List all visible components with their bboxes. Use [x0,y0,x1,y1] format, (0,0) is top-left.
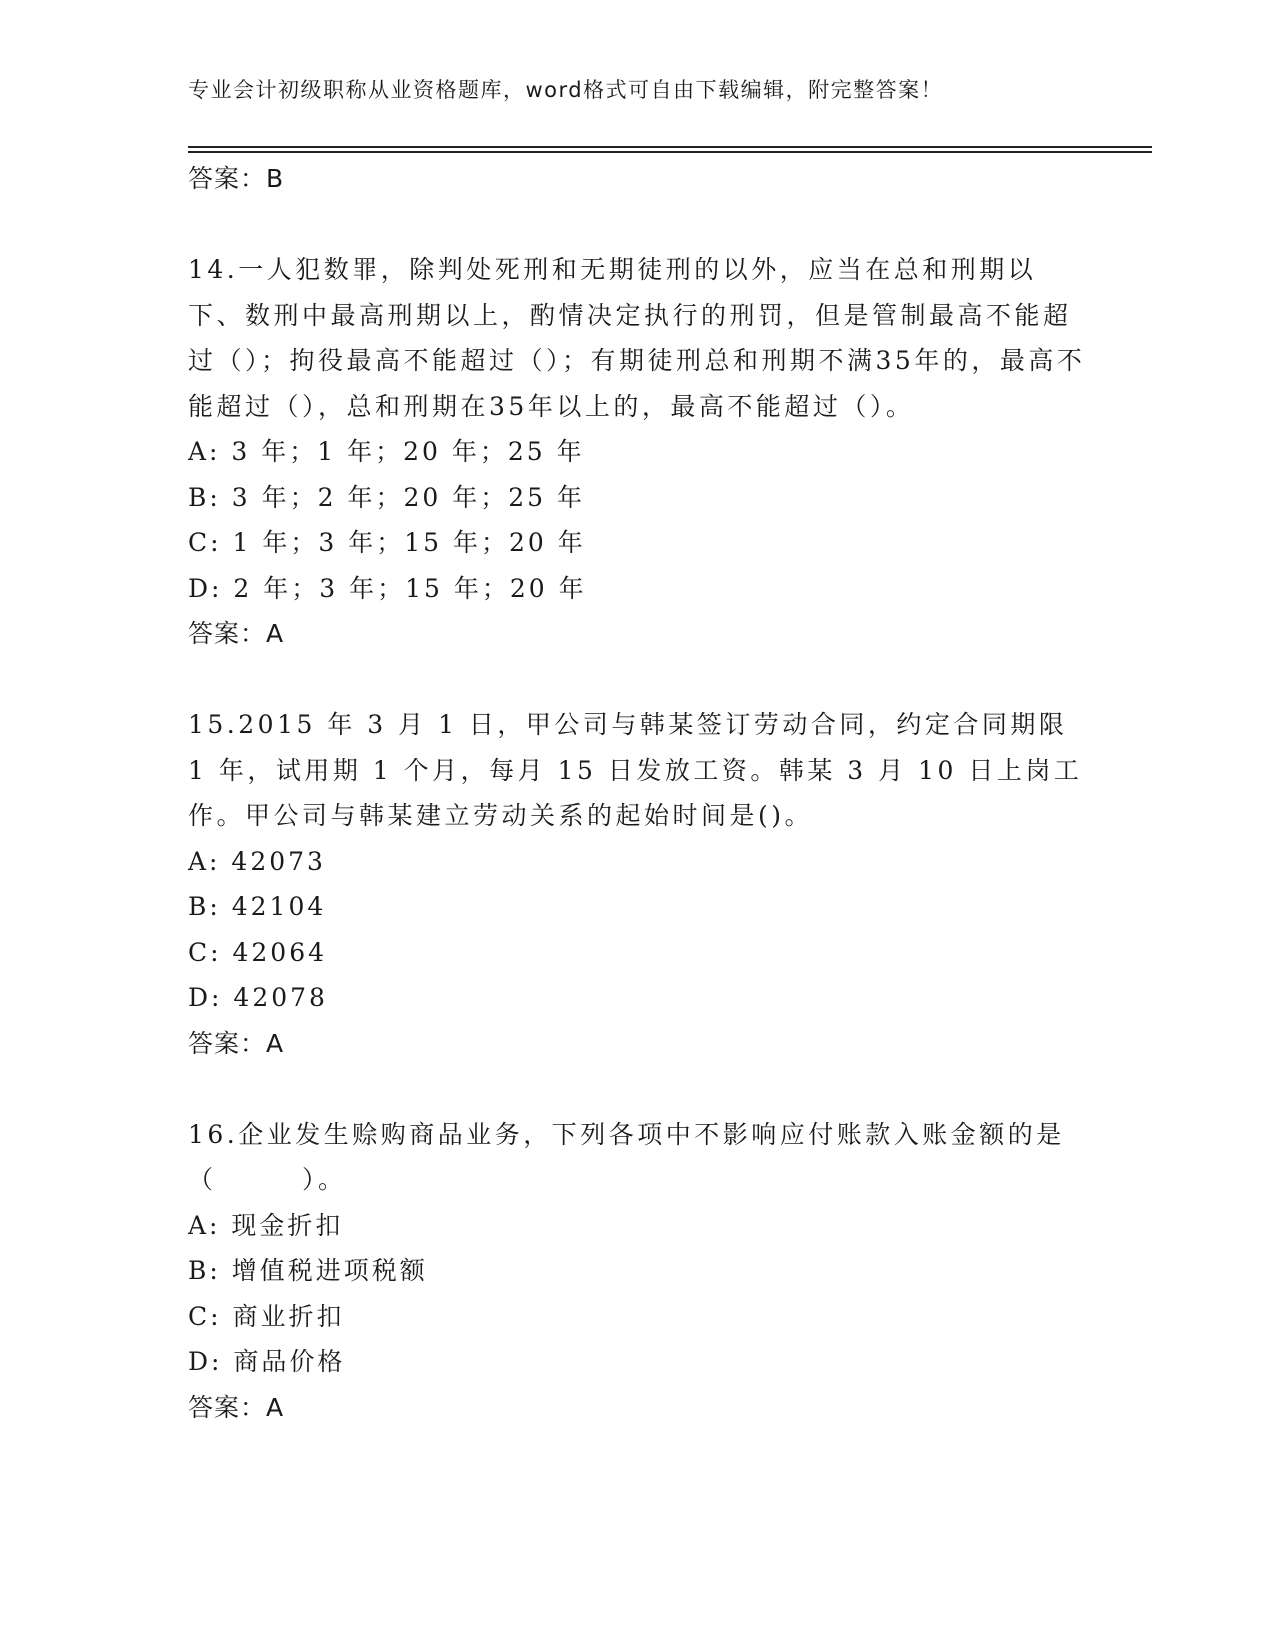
question-answer: 答案：A [188,1028,285,1058]
question-text: 14.一人犯数罪，除判处死刑和无期徒刑的以外，应当在总和刑期以下、数刑中最高刑期以上，酌情决定执行的刑罚，但是管制最高不能超过（）；拘役最高不能超过（）；有期徒刑总和刑期不满35年的，最高不能超过（），总和刑期在35年以上的，最高不能超过（）。 [188,255,1086,421]
option-b: B: 增值税进项税额 [188,1256,428,1285]
option-a: A: 现金折扣 [188,1210,344,1240]
header-rule-bottom [188,151,1152,153]
option-b: B: 42104 [188,892,327,921]
option-c: C: 42064 [188,937,328,967]
question-list [188,156,1088,1431]
option-d: D: 2 年；3 年；15 年；20 年 [188,573,587,603]
option-c: C: 1 年；3 年；15 年；20 年 [188,528,586,557]
option-a: A: 3 年；1 年；20 年；25 年 [188,437,585,466]
question-15 [188,702,1088,1067]
question-answer: 答案：A [188,619,285,648]
option-a: A: 42073 [188,846,326,876]
header-rule-top [188,146,1152,148]
question-answer: 答案：A [188,1392,285,1422]
question-text: 16.企业发生赊购商品业务，下列各项中不影响应付账款入账金额的是（ ）。 [188,1119,1065,1194]
question-text: 15.2015 年 3 月 1 日，甲公司与韩某签订劳动合同，约定合同期限 1 年，试用期 1 个月，每月 15 日发放工资。韩某 3 月 10 日上岗工作。甲公司与韩某建立劳动关系的起始时间是()。 [188,710,1083,830]
page-header: 专业会计初级职称从业资格题库，word格式可自由下载编辑，附完整答案！ [188,78,944,102]
option-d: D: 42078 [188,983,328,1012]
question-16 [188,1112,1088,1431]
previous-answer: 答案：B [188,164,285,193]
option-b: B: 3 年；2 年；20 年；25 年 [188,482,585,512]
question-14 [188,247,1088,657]
option-c: C: 商业折扣 [188,1301,345,1331]
option-d: D: 商品价格 [188,1347,346,1376]
